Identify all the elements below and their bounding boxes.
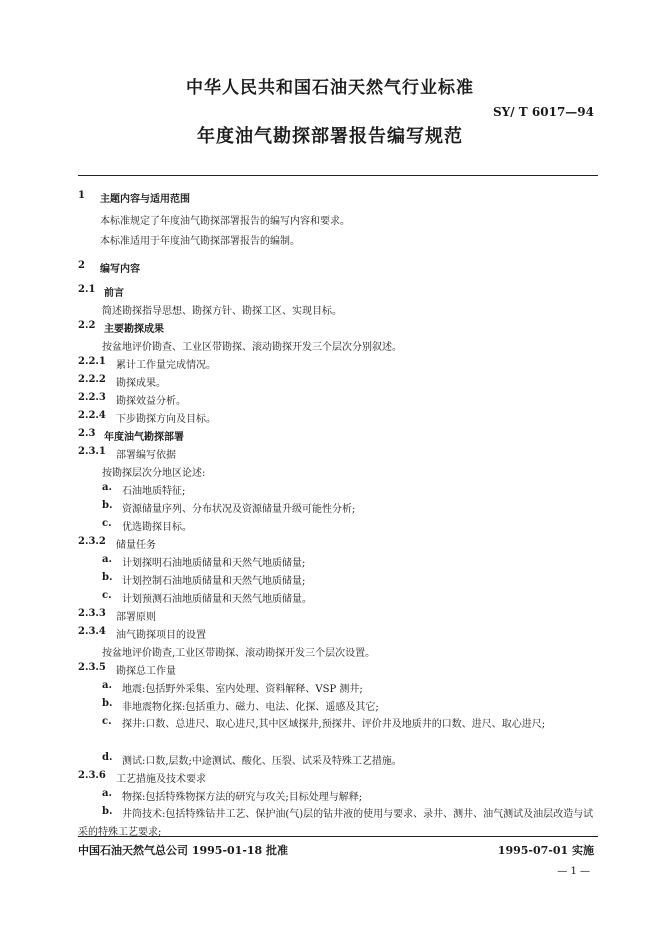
section-title: 主要勘探成果 xyxy=(104,324,164,335)
section-number: 1 xyxy=(78,190,85,201)
section-title: 主题内容与适用范围 xyxy=(100,194,190,205)
document-title: 年度油气勘探部署报告编写规范 xyxy=(197,126,463,147)
section-number: 2.3.5 xyxy=(78,662,106,673)
paragraph: 按盆地评价勘查、工业区带勘探、滚动勘探开发三个层次分别叙述。 xyxy=(102,342,402,353)
list-item: 计划预测石油地质储量和天然气地质储量。 xyxy=(122,594,312,605)
header-rule xyxy=(78,175,598,176)
standard-number: SY/ T 6017—94 xyxy=(493,105,594,119)
list-item: 勘探成果。 xyxy=(116,378,166,389)
paragraph: 简述勘探指导思想、勘探方针、勘探工区、实现目标。 xyxy=(102,306,342,317)
list-item: 探井:口数、总进尺、取心进尺,其中区域探井,预探井、评价井及地质井的口数、进尺、取心进尺; xyxy=(122,719,546,730)
page-number: — 1 — xyxy=(557,866,590,877)
approval-date: 中国石油天然气总公司 1995-01-18 批准 xyxy=(78,844,289,857)
list-item: 计划控制石油地质储量和天然气地质储量; xyxy=(122,576,306,587)
section-number: 2.2.2 xyxy=(78,374,106,385)
section-number: 2.3 xyxy=(78,428,96,439)
list-item: 下步勘探方向及目标。 xyxy=(116,414,216,425)
list-item: 资源储量序列、分布状况及资源储量升级可能性分析; xyxy=(122,504,356,515)
list-marker: c. xyxy=(102,716,112,727)
list-marker: a. xyxy=(102,554,112,565)
section-number: 2.2 xyxy=(78,320,96,331)
section-number: 2.2.1 xyxy=(78,356,106,367)
paragraph: 本标准适用于年度油气勘探部署报告的编制。 xyxy=(100,236,300,247)
section-title: 前言 xyxy=(104,288,124,299)
section-number: 2.3.3 xyxy=(78,608,106,619)
list-item: 物探:包括特殊物探方法的研究与攻关;目标处理与解释; xyxy=(122,792,363,803)
effective-date: 1995-07-01 实施 xyxy=(497,844,594,857)
section-number: 2.3.4 xyxy=(78,626,106,637)
list-item: 累计工作量完成情况。 xyxy=(116,360,216,371)
section-title: 部署原则 xyxy=(116,612,156,623)
list-marker: c. xyxy=(102,518,112,529)
section-number: 2.2.3 xyxy=(78,392,106,403)
list-item: 井筒技术:包括特殊钻井工艺、保护油(气)层的钻井液的使用与要求、录井、测井、油气测试及油层改造与试采的特殊工艺要求; xyxy=(78,809,594,838)
list-marker: b. xyxy=(102,572,113,583)
section-number: 2.3.1 xyxy=(78,446,106,457)
list-marker: d. xyxy=(102,752,113,763)
list-marker: b. xyxy=(102,698,113,709)
section-title: 工艺措施及技术要求 xyxy=(116,774,206,785)
footer-rule xyxy=(78,836,598,837)
list-item: 测试:口数,层数;中途测试、酸化、压裂、试采及特殊工艺措施。 xyxy=(122,756,402,767)
list-marker: a. xyxy=(102,482,112,493)
section-number: 2.3.2 xyxy=(78,536,106,547)
list-item: 计划探明石油地质储量和天然气地质储量; xyxy=(122,558,306,569)
section-number: 2.2.4 xyxy=(78,410,106,421)
list-marker: a. xyxy=(102,788,112,799)
section-title: 年度油气勘探部署 xyxy=(104,432,184,443)
list-item: 地震:包括野外采集、室内处理、资料解释、VSP 测井; xyxy=(122,684,363,695)
standard-category-title: 中华人民共和国石油天然气行业标准 xyxy=(186,78,474,98)
paragraph: 按盆地评价勘查,工业区带勘探、滚动勘探开发三个层次设置。 xyxy=(102,648,376,659)
list-marker: b. xyxy=(102,500,113,511)
section-title: 勘探总工作量 xyxy=(116,666,176,677)
section-title: 储量任务 xyxy=(116,540,156,551)
section-number: 2.1 xyxy=(78,284,96,295)
section-number: 2.3.6 xyxy=(78,770,106,781)
list-marker: c. xyxy=(102,590,112,601)
paragraph: 本标准规定了年度油气勘探部署报告的编写内容和要求。 xyxy=(100,216,350,227)
list-item: 优选勘探目标。 xyxy=(122,522,192,533)
paragraph: 按勘探层次分地区论述: xyxy=(102,468,206,479)
section-title: 编写内容 xyxy=(100,264,140,275)
section-title: 部署编写依据 xyxy=(116,450,176,461)
list-marker: a. xyxy=(102,680,112,691)
list-item: 石油地质特征; xyxy=(122,486,186,497)
list-marker: b. xyxy=(102,806,113,817)
section-number: 2 xyxy=(78,260,85,271)
section-title: 油气勘探项目的设置 xyxy=(116,630,206,641)
list-item: 勘探效益分析。 xyxy=(116,396,186,407)
list-item: 非地震物化探:包括重力、磁力、电法、化探、遥感及其它; xyxy=(122,702,379,713)
